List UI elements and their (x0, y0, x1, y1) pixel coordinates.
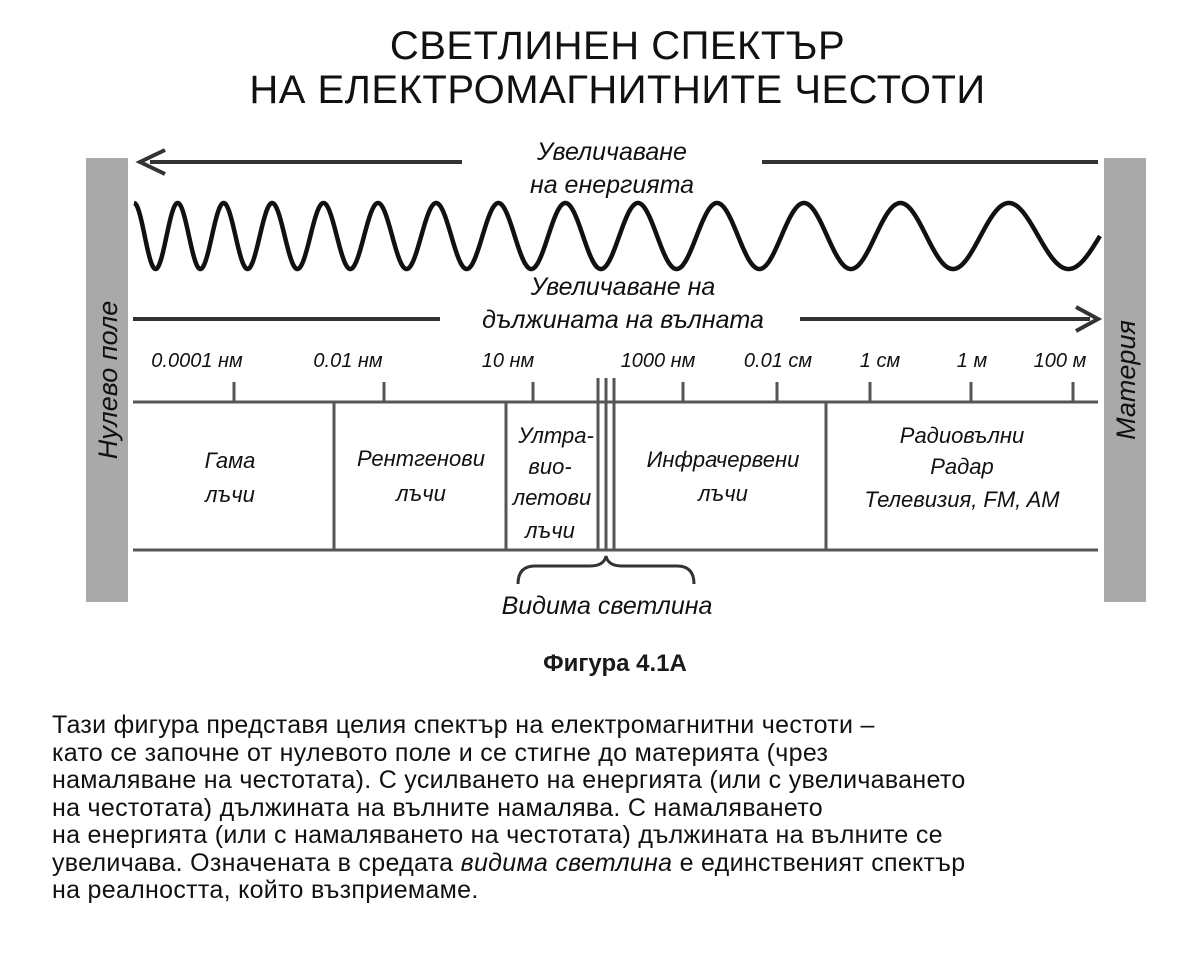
band-radio-line: Радар (930, 454, 994, 479)
tick-label: 0.01 см (743, 350, 813, 372)
description-text (52, 712, 1192, 905)
band-xray-line: Рентгенови (357, 446, 485, 471)
tick-label: 10 нм (481, 350, 535, 372)
visible-light-label: Видима светлина (501, 592, 713, 620)
tick-label: 0.0001 нм (151, 350, 243, 372)
band-uv-line: вио- (528, 454, 572, 479)
zero-field-label: Нулево поле (93, 300, 123, 460)
band-xray-line: лъчи (396, 481, 446, 506)
tick-label: 1 м (956, 350, 988, 372)
description-line: на енергията (или с намаляването на честотата) дължината на вълните се (52, 821, 943, 849)
matter-label: Материя (1111, 320, 1141, 440)
figure-caption: Фигура 4.1А (543, 650, 687, 677)
band-uv-line: Ултра- (518, 423, 594, 448)
description-line (52, 850, 1192, 878)
wave (134, 203, 1100, 269)
band-labels (203, 423, 1060, 543)
band-radio-line: Телевизия, FM, AM (864, 487, 1060, 512)
energy-label-line-2: на енергията (529, 171, 695, 199)
description-line: намаляване на честотата). С усилването на енергията (или с увеличаването (52, 766, 966, 794)
tick-label: 100 м (1033, 350, 1087, 372)
visible-light-emphasis: видима светлина (460, 848, 673, 877)
wavelength-label-line-1: Увеличаване на (530, 273, 716, 301)
title-line-1: СВЕТЛИНЕН СПЕКТЪР (389, 24, 846, 68)
description-line: на честотата) дължината на вълните намалява. С намаляването (52, 793, 823, 822)
band-infrared-line: Инфрачервени (646, 447, 800, 472)
energy-label-line-1: Увеличаване (537, 138, 687, 166)
description-line: Тази фигура представя целия спектър на електромагнитни честоти – (52, 711, 875, 739)
description-fragment: е единственият спектър (679, 848, 966, 877)
band-radio-line: Радиовълни (899, 423, 1025, 448)
description-line: като се започне от нулевото поле и се стигне до материята (чрез (52, 738, 829, 767)
tick-label: 1000 нм (620, 350, 696, 372)
band-gamma-line: лъчи (205, 482, 255, 507)
band-uv-line: лъчи (525, 518, 575, 543)
tick-label: 1 см (859, 350, 901, 372)
band-gamma-line: Гама (204, 448, 256, 473)
description-line: на реалността, който възприемаме. (52, 876, 479, 904)
description-fragment: увеличава. Означената в средата (52, 848, 454, 877)
scale-labels (151, 350, 1086, 372)
band-uv-line: летови (512, 485, 592, 510)
title-line-2: НА ЕЛЕКТРОМАГНИТНИТЕ ЧЕСТОТИ (249, 68, 986, 112)
scale-ticks (234, 382, 1073, 402)
visible-light-brace (518, 556, 694, 584)
band-infrared-line: лъчи (698, 481, 748, 506)
wavelength-label-line-2: дължината на вълната (482, 306, 764, 334)
tick-label: 0.01 нм (313, 350, 383, 372)
